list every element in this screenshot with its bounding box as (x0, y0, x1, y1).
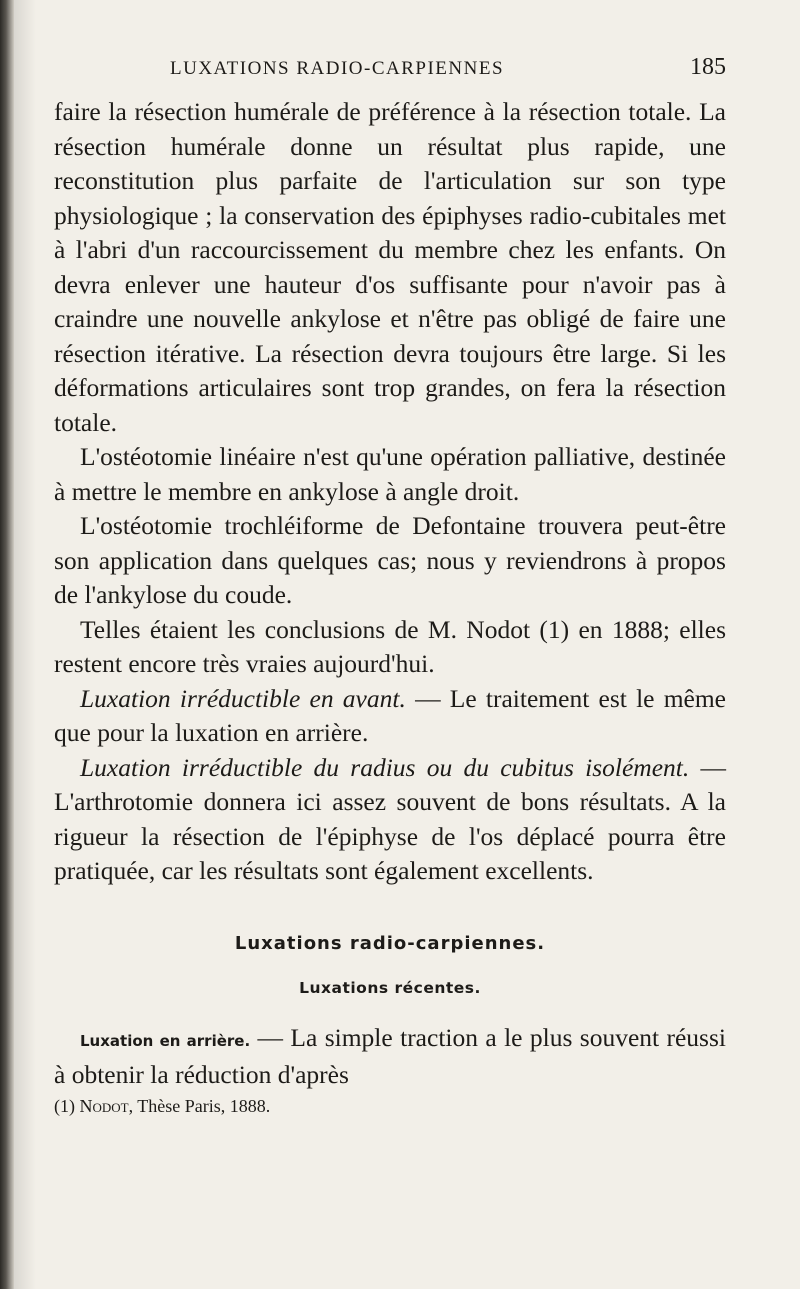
paragraph-title-luxation-isolee: Luxation irréductible du radius ou du cubitus isolément. (80, 752, 690, 782)
paragraph-luxation-arriere (54, 1021, 726, 1093)
page-number: 185 (690, 54, 726, 80)
footnote-marker: (1) (54, 1095, 80, 1116)
footnote-text: , Thèse Paris, 1888. (128, 1095, 271, 1116)
footnote (54, 1093, 726, 1119)
paragraph-resection: faire la résection humérale de préférence à la résection totale. La résection humérale donne un résultat plus rapide, une reconstitution plus parfaite de l'articulation sur son type physiologique ; la conservation des épiphyses radio-cubitales met à l'abri d'un raccourcissement du membre chez les enfants. On devra enlever une hauteur d'os suffisante pour n'avoir pas à craindre une nouvelle ankylose et n'être pas obligé de faire une résection itérative. La résection devra toujours être large. Si les déformations articulaires sont trop grandes, on fera la résection totale. (54, 97, 726, 437)
running-head (42, 54, 762, 88)
subsection-heading: Luxations récentes. (299, 978, 481, 997)
paragraph-conclusions: Telles étaient les conclusions de M. Nodot (1) en 1888; elles restent encore très vraies aujourd'hui. (54, 614, 726, 678)
running-head-title: LUXATIONS RADIO-CARPIENNES (170, 58, 505, 79)
book-spine-shadow (0, 0, 14, 1289)
book-page (42, 0, 762, 1289)
paragraph-text-luxation-arriere: — La simple traction a le plus souvent réussi à obtenir la réduction d'après (54, 1022, 726, 1089)
paragraph-osteotomie-lineaire: L'ostéotomie linéaire n'est qu'une opération palliative, destinée à mettre le membre en ankylose à angle droit. (54, 442, 726, 506)
paragraph-osteotomie-trochleiforme: L'ostéotomie trochléiforme de Defontaine trouvera peut-être son application dans quelques cas; nous y reviendrons à propos de l'ankylose du coude. (54, 511, 726, 609)
paragraph-text-luxation-avant: — Le traitement est le même que pour la luxation en arrière. (54, 683, 726, 747)
runin-title-luxation-arriere: Luxation en arrière. (80, 1031, 251, 1050)
paragraph-luxation-avant (54, 682, 726, 751)
paragraph-luxation-isolee (54, 751, 726, 889)
gutter-shadow (14, 0, 36, 1289)
page-body (54, 95, 726, 1119)
section-heading: Luxations radio-carpiennes. (234, 932, 546, 954)
paragraph-text-luxation-isolee: — L'arthrotomie donnera ici assez souvent de bons résultats. A la rigueur la résection de l'épiphyse de l'os déplacé pourra être pratiquée, car les résultats sont également excellents. (54, 752, 726, 885)
footnote-author: Nodot (79, 1095, 129, 1116)
paragraph-title-luxation-avant: Luxation irréductible en avant. (80, 683, 406, 713)
